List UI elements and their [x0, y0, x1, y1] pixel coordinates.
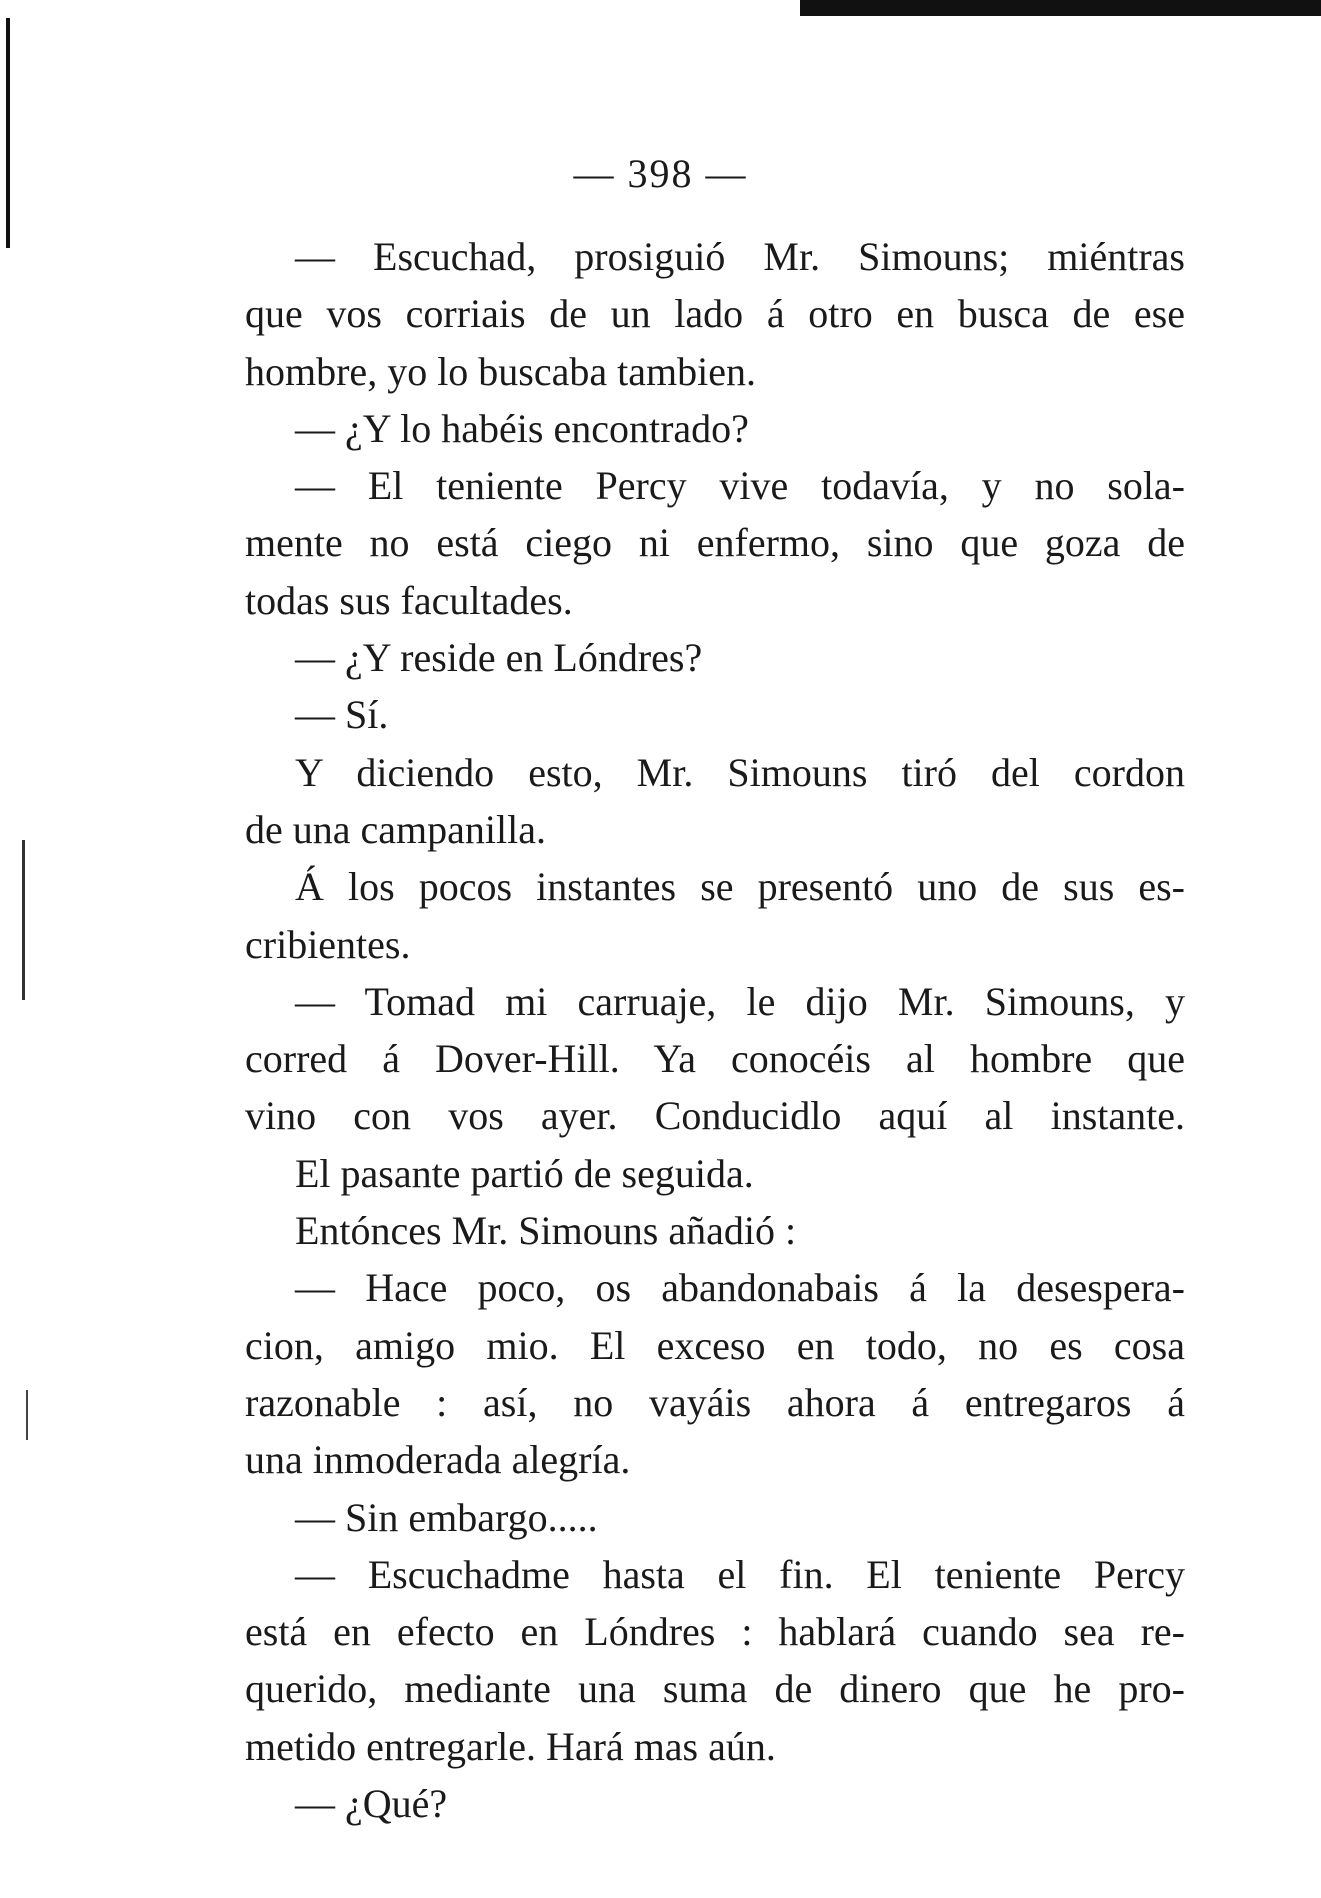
text-line: todas sus facultades. [245, 577, 573, 623]
text-line: metido entregarle. Hará mas aún. [245, 1723, 776, 1769]
text-line: una inmoderada alegría. [245, 1437, 631, 1483]
text-line: cribientes. [245, 921, 411, 967]
text-line: — Tomad mi carruaje, le dijo Mr. Simouns, y [295, 978, 1185, 1024]
text-line: — ¿Y reside en Lóndres? [295, 635, 703, 681]
text-line: Á los pocos instantes se presentó uno de sus es- [295, 864, 1185, 910]
text-line: — El teniente Percy vive todavía, y no sola- [295, 463, 1185, 509]
binding-edge-mark [6, 18, 10, 248]
text-line: vino con vos ayer. Conducidlo aquí al instante. [245, 1093, 1185, 1139]
top-edge-shadow [800, 0, 1321, 16]
binding-edge-mark-lower [22, 840, 25, 1000]
page-body [245, 228, 1185, 1832]
text-line: corred á Dover-Hill. Ya conocéis al hombre que [245, 1036, 1185, 1082]
text-line: — Hace poco, os abandonabais á la desespera- [295, 1265, 1185, 1311]
text-line: — ¿Qué? [295, 1781, 448, 1827]
text-line: razonable : así, no vayáis ahora á entregaros á [245, 1379, 1185, 1425]
text-line: mente no está ciego ni enfermo, sino que goza de [245, 520, 1185, 566]
text-line: cion, amigo mio. El exceso en todo, no es cosa [245, 1322, 1185, 1368]
text-line: — Sin embargo..... [295, 1494, 598, 1540]
binding-edge-mark-bottom [26, 1390, 28, 1440]
text-line: — ¿Y lo habéis encontrado? [295, 405, 749, 451]
text-line: Y diciendo esto, Mr. Simouns tiró del cordon [295, 749, 1185, 795]
text-line: Entónces Mr. Simouns añadió : [295, 1208, 797, 1254]
text-line: hombre, yo lo buscaba tambien. [245, 348, 756, 394]
text-line: está en efecto en Lóndres : hablará cuando sea re- [245, 1609, 1185, 1655]
text-line: querido, mediante una suma de dinero que he pro- [245, 1666, 1185, 1712]
page-number: — 398 — [573, 151, 748, 196]
text-line: El pasante partió de seguida. [295, 1150, 754, 1196]
text-line: — Sí. [295, 692, 389, 738]
text-line: — Escuchad, prosiguió Mr. Simouns; miéntras [295, 234, 1185, 279]
text-line: de una campanilla. [245, 806, 546, 852]
text-line: — Escuchadme hasta el fin. El teniente Percy [295, 1551, 1185, 1597]
text-line: que vos corriais de un lado á otro en busca de ese [245, 291, 1185, 337]
